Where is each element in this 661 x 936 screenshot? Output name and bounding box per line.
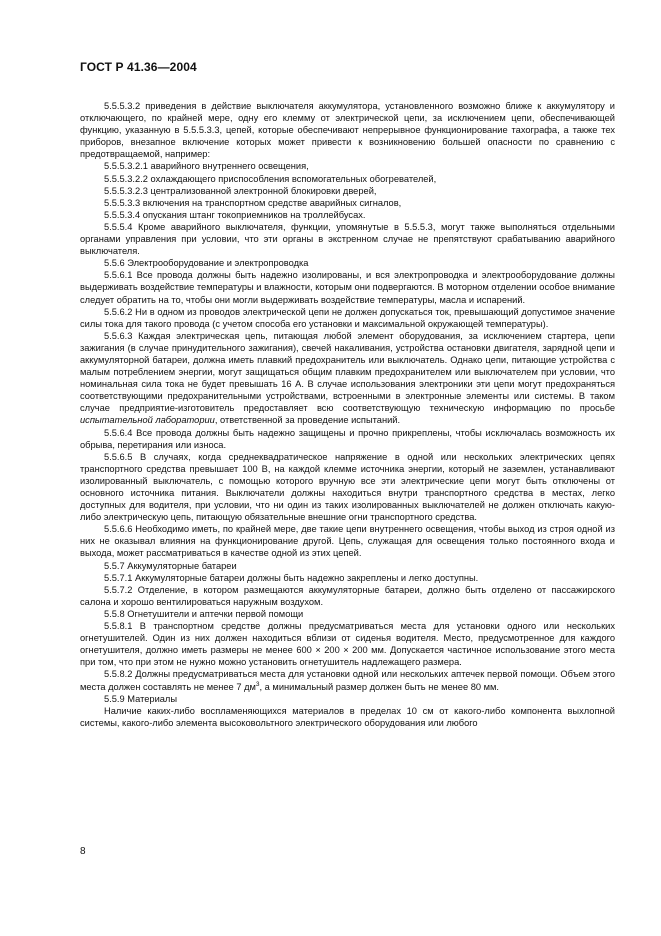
paragraph: 5.5.6.1 Все провода должны быть надежно изолированы, и вся электропроводка и электрооборудование должны выдерживать воздействие температуры и влажности, которым они подвергаются. В моторном отделении особое внимание следует обратить на то, чтобы они могли выдерживать воздействие температуры, масла и испарений.	[80, 270, 615, 305]
paragraph-text: 5.5.8.2 Должны предусматриваться места для установки одной или нескольких аптечек первой помощи. Объем этого места должен составлять не менее 7 дм	[80, 669, 615, 692]
page-number: 8	[80, 846, 86, 857]
paragraph: 5.5.5.3.2.2 охлаждающего приспособления вспомогательных обогревателей,	[104, 173, 437, 184]
paragraph: 5.5.5.3.2 приведения в действие выключателя аккумулятора, установленного возможно ближе к аккумулятору и отключающего, по крайней мере, одну его клемму от электрической цепи, за исключением цепи, обеспечивающей функцию, указанную в 5.5.5.3.3, цепей, которые обеспечивают непрерывное функционирование тахографа, а также тех приборов, внезапное включение которых может привести к возникновению большей опасности по сравнению с предотвращаемой, например:	[80, 101, 615, 160]
paragraph-text: , а минимальный размер должен быть не менее 80 мм.	[259, 681, 499, 692]
paragraph: 5.5.6.5 В случаях, когда среднеквадратическое напряжение в одной или нескольких электрических цепях транспортного средства превышает 100 В, на каждой клемме источника энергии, который не заземлен, устанавливают изолированный выключатель, с помощью которого вручную все эти электрические цепи могут быть отключены от основного источника питания. Выключатели должны находиться внутри транспортного средства в местах, легко доступных для водителя, при условии, что ни один из таких изолированных выключателей не должен отключать какую-либо электрическую цепь, питающую обязательные внешние огни транспортного средства.	[80, 451, 615, 523]
superscript: 3	[255, 680, 260, 688]
paragraph: 5.5.7.1 Аккумуляторные батареи должны быть надежно закреплены и легко доступны.	[104, 572, 479, 583]
paragraph-text: 5.5.6.3 Каждая электрическая цепь, питающая любой элемент оборудования, за исключением стартера, цепи зажигания (в случае принудительного зажигания), свечей накаливания, устройства остановки двигателя, зарядной цепи и аккумуляторной батареи, должна иметь плавкий предохранитель или выключатель. Однако цепи, питающие устройства с малым потреблением энергии, могут защищаться общим плавким предохранителем или выключателем при условии, что номинальная сила тока не будет превышать 16 А. В случае использования электроники эти цепи могут предохраняться соответствующими предохранительными устройствами, встроенными в электронные элементы или системы. В таком случае предприятие-изготовитель предоставляет всю соответствующую техническую информацию по просьбе	[80, 330, 615, 414]
document-body	[80, 100, 615, 729]
section-heading: 5.5.6 Электрооборудование и электропроводка	[104, 258, 309, 269]
paragraph	[80, 330, 615, 427]
paragraph: 5.5.5.4 Кроме аварийного выключателя, функции, упомянутые в 5.5.5.3, могут также выполняться отдельными органами управления при условии, что эти органы в экстренном случае не препятствуют срабатыванию аварийного выключателя.	[80, 221, 615, 257]
paragraph	[80, 668, 615, 692]
paragraph-text: , ответственной за проведение испытаний.	[214, 415, 401, 426]
section-heading: 5.5.8 Огнетушители и аптечки первой помощи	[104, 608, 304, 619]
italic-term: испытательной лаборатории	[80, 415, 215, 426]
paragraph: 5.5.5.3.4 опускания штанг токоприемников на троллейбусах.	[104, 209, 366, 220]
paragraph: 5.5.7.2 Отделение, в котором размещаются аккумуляторные батареи, должно быть отделено от пассажирского салона и хорошо вентилироваться наружным воздухом.	[80, 584, 615, 607]
paragraph: 5.5.8.1 В транспортном средстве должны предусматриваться места для установки одного или нескольких огнетушителей. Один из них должен находиться вблизи от сиденья водителя. Место, предусмотренное для каждого огнетушителя, должно иметь размеры не менее 600 × 200 × 200 мм. Допускается частичное использование этого места при том, что при этом не нужно можно установить огнетушитель надлежащего размера.	[80, 621, 615, 668]
paragraph: 5.5.5.3.2.3 централизованной электронной блокировки дверей,	[104, 185, 377, 196]
paragraph: 5.5.6.4 Все провода должны быть надежно защищены и прочно прикреплены, чтобы исключалась возможность их обрыва, перетирания или износа.	[80, 427, 615, 450]
document-header: ГОСТ Р 41.36—2004	[80, 60, 197, 74]
paragraph: 5.5.5.3.2.1 аварийного внутреннего освещения,	[104, 161, 309, 172]
paragraph: 5.5.6.6 Необходимо иметь, по крайней мере, две такие цепи внутреннего освещения, чтобы выход из строя одной из них не оказывал влияния на функционирование другой. Цепь, служащая для освещения только постоянного входа и выхода, может рассматриваться в качестве одной из этих цепей.	[80, 524, 615, 559]
section-heading: 5.5.9 Материалы	[104, 693, 178, 704]
paragraph: 5.5.6.2 Ни в одном из проводов электрической цепи не должен допускаться ток, превышающий допустимое значение силы тока для такого провода (с учетом способа его установки и максимальной окружающей температуры).	[80, 306, 615, 329]
paragraph: 5.5.5.3.3 включения на транспортном средстве аварийных сигналов,	[104, 197, 402, 208]
section-heading: 5.5.7 Аккумуляторные батареи	[104, 560, 237, 571]
paragraph: Наличие каких-либо воспламеняющихся материалов в пределах 10 см от какого-либо компонента выхлопной системы, какого-либо элемента высоковольтного электрического оборудования или любого	[80, 705, 615, 728]
